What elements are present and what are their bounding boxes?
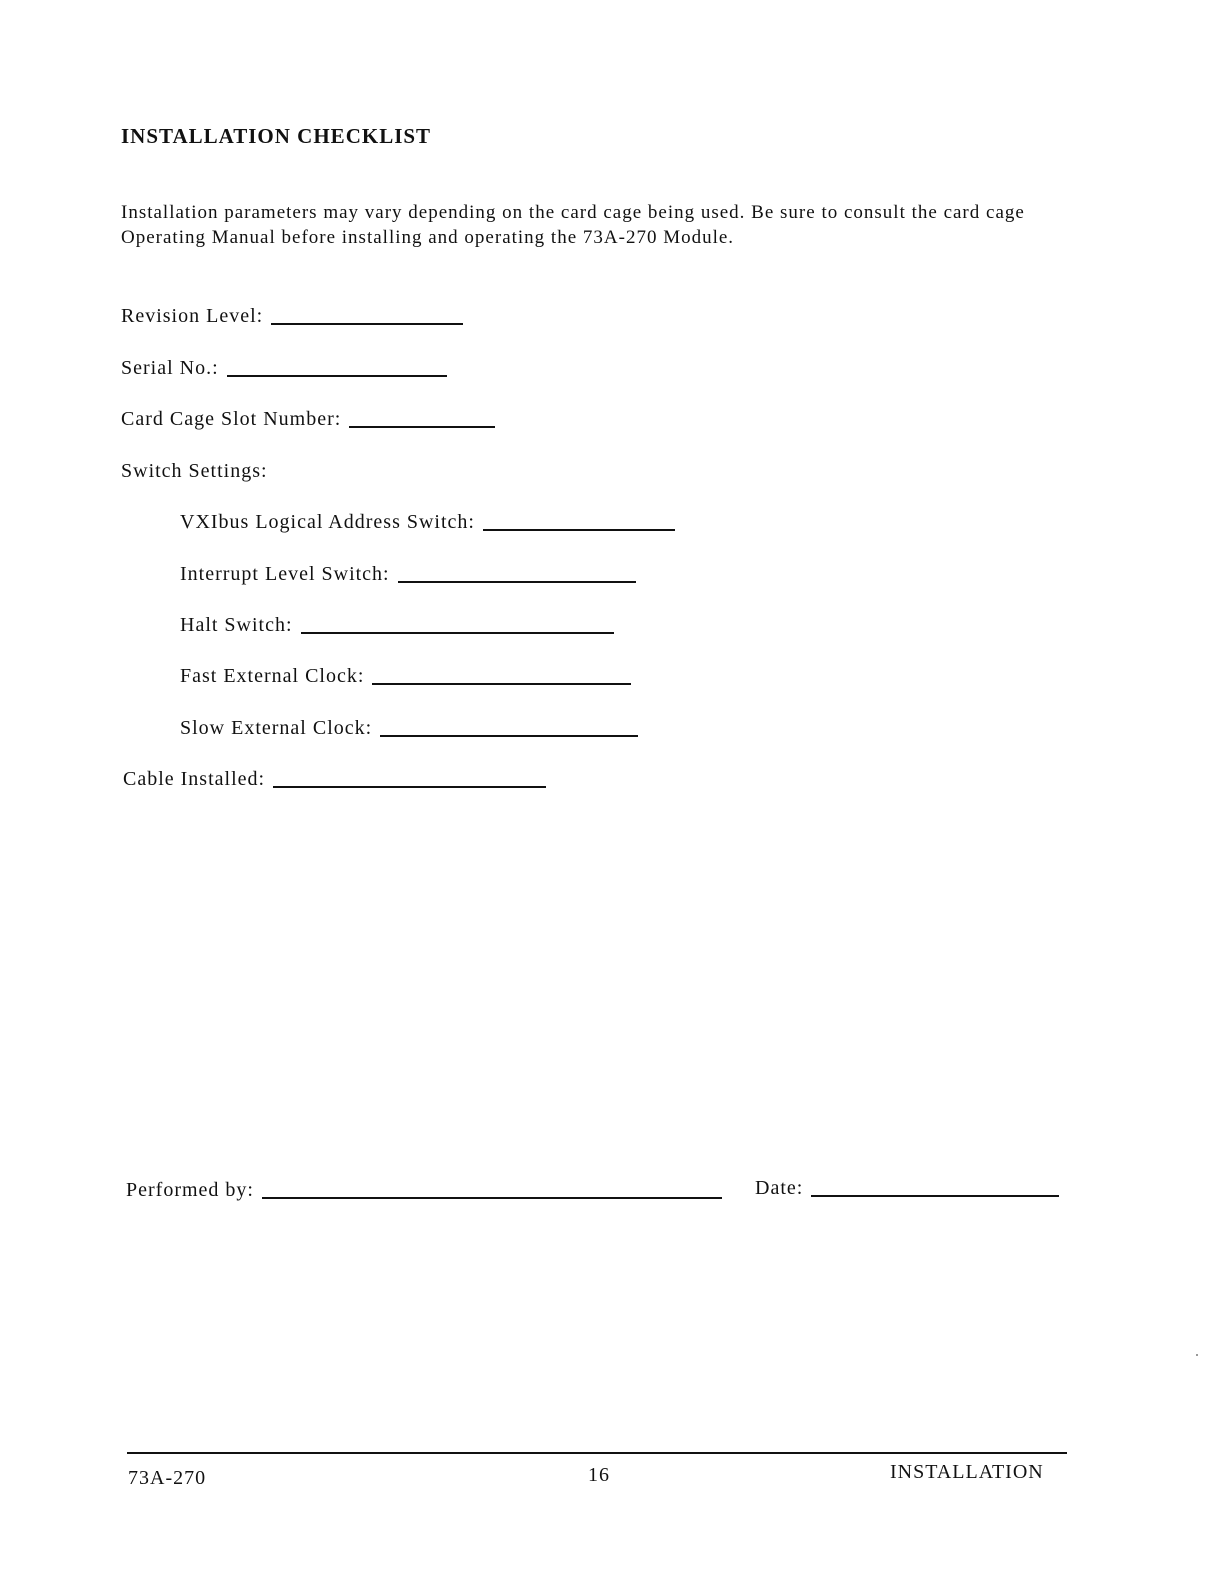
card-cage-slot-blank[interactable]: [349, 425, 495, 428]
switch-settings-heading: [121, 460, 268, 483]
footer-divider: [127, 1452, 1067, 1454]
slow-clock-field: [180, 717, 638, 740]
slow-clock-blank[interactable]: [380, 734, 638, 737]
vxibus-address-field: [180, 511, 675, 534]
interrupt-level-blank[interactable]: [398, 580, 636, 583]
serial-no-field: [121, 357, 447, 380]
performed-by-label: Performed by:: [126, 1179, 254, 1201]
performed-by-blank[interactable]: [262, 1196, 722, 1199]
serial-no-blank[interactable]: [227, 374, 447, 377]
date-label: Date:: [755, 1177, 804, 1199]
date-field: [755, 1177, 1059, 1200]
card-cage-slot-field: [121, 408, 495, 431]
page-title: INSTALLATION CHECKLIST: [121, 124, 432, 148]
slow-clock-label: Slow External Clock:: [180, 717, 373, 739]
footer-section: INSTALLATION: [890, 1461, 1044, 1483]
revision-level-field: [121, 305, 463, 328]
fast-clock-blank[interactable]: [372, 682, 631, 685]
performed-by-field: [126, 1179, 722, 1202]
fast-clock-field: [180, 665, 631, 688]
serial-no-label: Serial No.:: [121, 357, 219, 379]
interrupt-level-label: Interrupt Level Switch:: [180, 563, 390, 585]
intro-paragraph: Installation parameters may vary depending on the card cage being used. Be sure to consult the card cage Operating Manual before installing and operating the 73A-270 Module.: [121, 202, 1025, 248]
interrupt-level-field: [180, 563, 636, 586]
scan-speck: [1196, 1354, 1198, 1356]
halt-switch-blank[interactable]: [301, 631, 614, 634]
halt-switch-label: Halt Switch:: [180, 614, 293, 636]
date-blank[interactable]: [811, 1194, 1059, 1197]
cable-installed-field: [123, 768, 546, 791]
cable-installed-blank[interactable]: [273, 785, 546, 788]
vxibus-address-label: VXIbus Logical Address Switch:: [180, 511, 475, 533]
fast-clock-label: Fast External Clock:: [180, 665, 365, 687]
cable-installed-label: Cable Installed:: [123, 768, 266, 790]
revision-level-label: Revision Level:: [121, 305, 264, 327]
switch-settings-label: Switch Settings:: [121, 460, 268, 482]
page-number: 16: [588, 1464, 610, 1486]
revision-level-blank[interactable]: [271, 322, 463, 325]
card-cage-slot-label: Card Cage Slot Number:: [121, 408, 342, 430]
halt-switch-field: [180, 614, 614, 637]
vxibus-address-blank[interactable]: [483, 528, 675, 531]
footer-model: 73A-270: [128, 1467, 207, 1489]
